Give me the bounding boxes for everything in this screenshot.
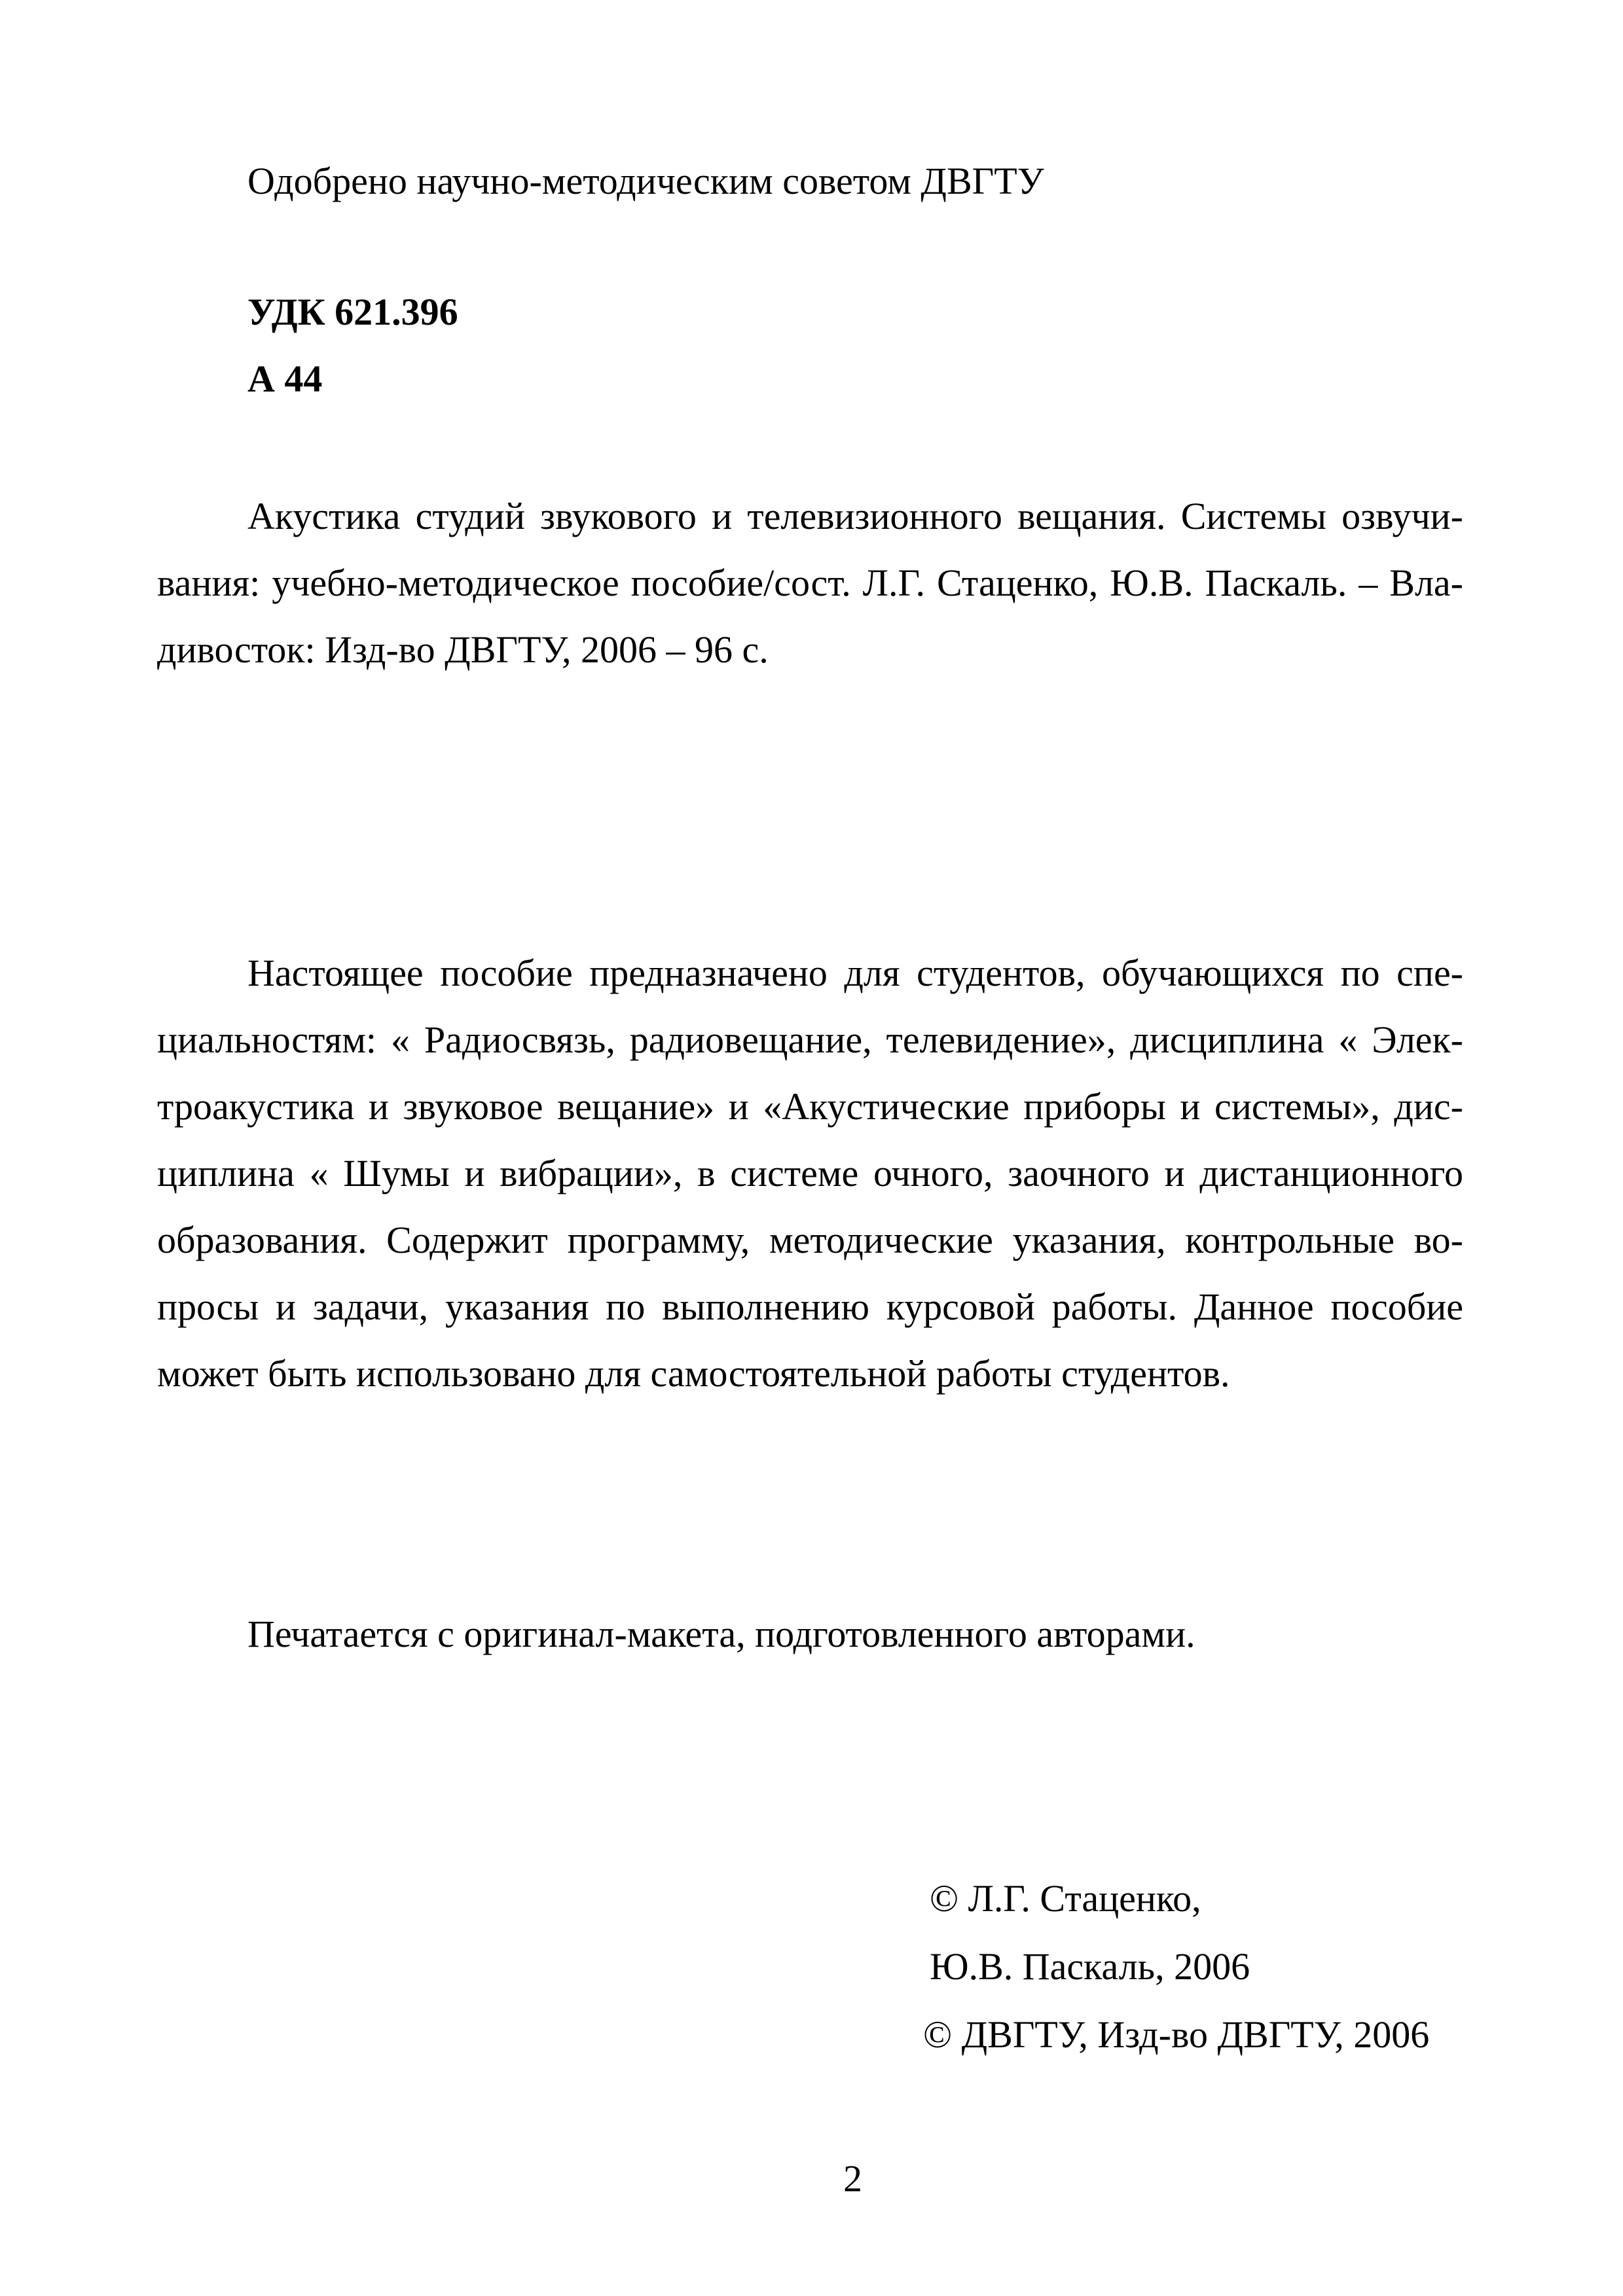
copyright-line: © ДВГТУ, Изд-во ДВГТУ, 2006: [923, 2013, 1430, 2056]
annotation-line: Настоящее пособие предназначено для студентов, обучающихся по спе-: [247, 952, 1463, 994]
approval-line: Одобрено научно-методическим советом ДВГТУ: [247, 160, 1044, 202]
annotation-line: просы и задачи, указания по выполнению курсовой работы. Данное пособие: [157, 1285, 1463, 1328]
library-code: А 44: [247, 357, 323, 400]
annotation-line: образования. Содержит программу, методические указания, контрольные во-: [157, 1219, 1463, 1261]
page-number: 2: [843, 2157, 862, 2200]
print-note: Печатается с оригинал-макета, подготовленного авторами.: [247, 1613, 1195, 1655]
annotation-line: троакустика и звуковое вещание» и «Акустические приборы и системы», дис-: [157, 1085, 1463, 1128]
annotation-line: циальностям: « Радиосвязь, радиовещание, телевидение», дисциплина « Элек-: [157, 1018, 1463, 1061]
bibliography-line: Акустика студий звукового и телевизионного вещания. Системы озвучи-: [247, 495, 1463, 537]
bibliography-line: дивосток: Изд-во ДВГТУ, 2006 – 96 с.: [157, 628, 769, 671]
annotation-line: может быть использовано для самостоятельной работы студентов.: [157, 1352, 1230, 1395]
copyright-line: Ю.В. Паскаль, 2006: [930, 1945, 1250, 1988]
udk-code: УДК 621.396: [247, 291, 458, 333]
bibliography-line: вания: учебно-методическое пособие/сост. Л.Г. Стаценко, Ю.В. Паскаль. – Вла-: [157, 562, 1463, 604]
copyright-line: © Л.Г. Стаценко,: [930, 1877, 1201, 1920]
annotation-line: циплина « Шумы и вибрации», в системе очного, заочного и дистанционного: [157, 1152, 1463, 1194]
